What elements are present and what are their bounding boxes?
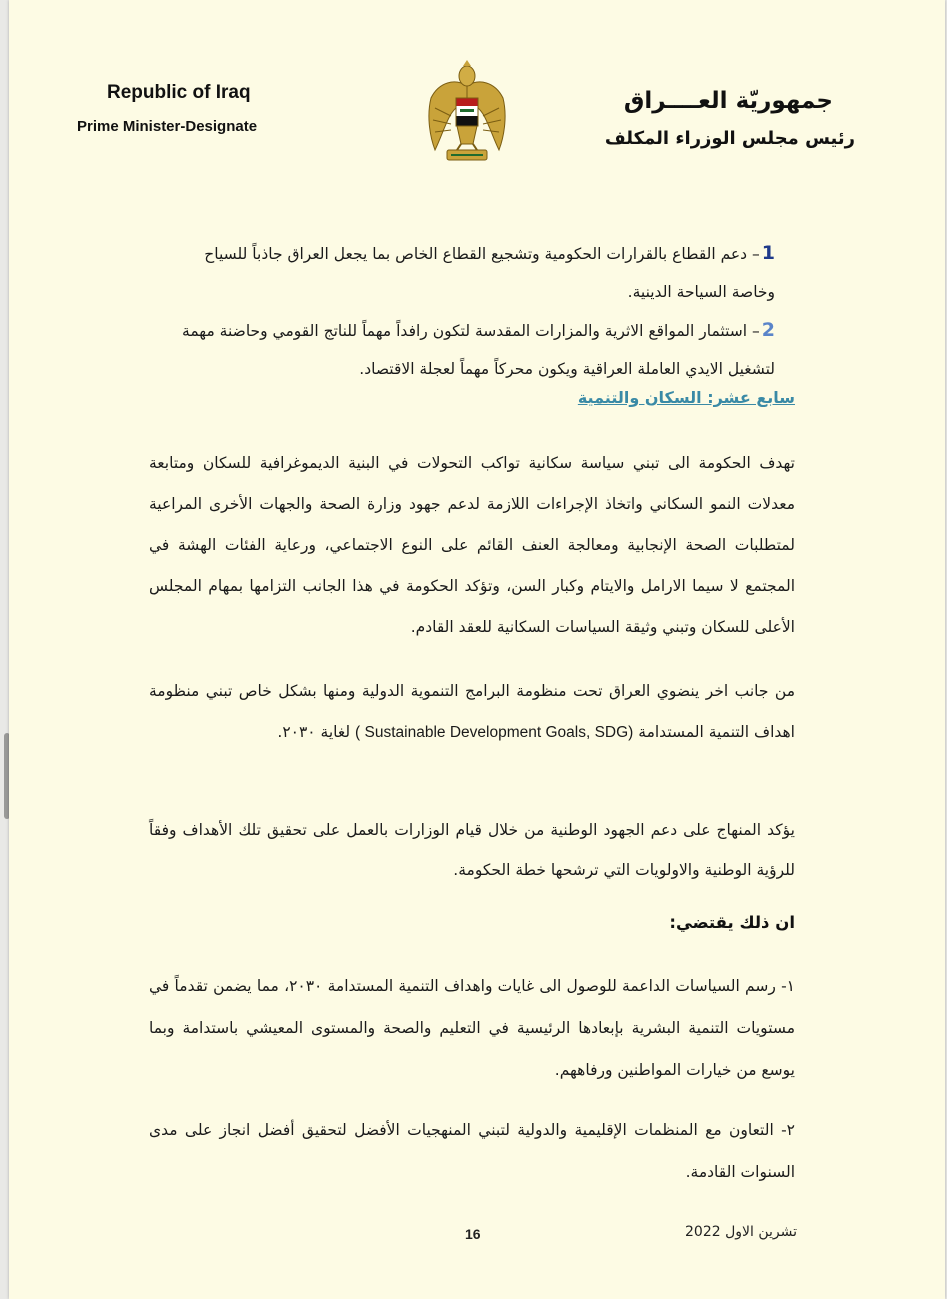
list-item-continuation: وخاصة السياحة الدينية. (627, 283, 775, 301)
page-number: 16 (465, 1226, 481, 1242)
header-en-subtitle: Prime Minister-Designate (77, 118, 258, 135)
paragraph-text: يؤكد المنهاج على دعم الجهود الوطنية من خلال قيام الوزارات بالعمل على تحقيق تلك الأهداف وفقاً للرؤية الوطنية والاولويات التي ترشحها خطة الحكومة. (149, 821, 795, 879)
paragraph-text (149, 671, 795, 753)
list-item (149, 1109, 795, 1193)
sdg-english-term: ( Sustainable Development Goals, SDG) (355, 724, 634, 741)
iraq-eagle-emblem-icon (425, 58, 509, 180)
paragraph-text-b: لغاية ٢٠٣٠. (277, 723, 351, 741)
item-number: 2 (761, 319, 775, 341)
list-item-continuation: لتشغيل الايدي العاملة العراقية ويكون محركاً مهماً لعجلة الاقتصاد. (359, 360, 775, 378)
list-item (149, 311, 775, 350)
list-item-text: ١- رسم السياسات الداعمة للوصول الى غايات واهداف التنمية المستدامة ٢٠٣٠، مما يضمن تقدماً في مستويات التنمية البشرية بإبعادها الرئيسية في التعليم والصحة والمستوى المعيشي باستدامة وبما يوسع من خيارات المواطنين ورفاههم. (149, 977, 795, 1079)
top-items-list (149, 234, 775, 388)
item-text: – دعم القطاع بالقرارات الحكومية وتشجيع القطاع الخاص بما يجعل العراق جاذباً للسياح (204, 245, 760, 263)
item-number: 1 (761, 242, 775, 264)
subheading: ان ذلك يقتضي: (669, 913, 795, 932)
header-ar-subtitle: رئيس مجلس الوزراء المكلف (604, 128, 855, 149)
footer-date: تشرين الاول 2022 (685, 1224, 798, 1240)
paragraph-population-policy (149, 443, 795, 648)
list-item (149, 234, 775, 273)
list-item-text: ٢- التعاون مع المنظمات الإقليمية والدولية لتبني المنهجيات الأفضل لتحقيق أفضل انجاز على مدى السنوات القادمة. (149, 1121, 795, 1181)
item-text: – استثمار المواقع الاثرية والمزارات المقدسة لتكون رافداً مهماً للناتج القومي وحاضنة مهمة (182, 322, 760, 340)
paragraph-text-a: من جانب اخر ينضوي العراق تحت منظومة البرامج التنموية الدولية ومنها بشكل خاص تبني منظومة اهداف التنمية المستدامة (149, 682, 795, 741)
paragraph-sdg (149, 671, 795, 753)
section-heading: سابع عشر: السكان والتنمية (577, 388, 795, 407)
paragraph-national-efforts (149, 810, 795, 890)
paragraph-text: تهدف الحكومة الى تبني سياسة سكانية تواكب التحولات في البنية الديموغرافية للسكان ومتابعة معدلات النمو السكاني واتخاذ الإجراءات اللازمة لدعم جهود وزارة الصحة والجهات الأخرى المراعية لمتطلبات الصحة الإنجابية ومعالجة العنف القائم على النوع الاجتماعي، ورعاية الفئات الهشة في المجتمع لا سيما الارامل والايتام وكبار السن، وتؤكد الحكومة في هذا الجانب التزامها بمهام المجلس الأعلى للسكان وتبني وثيقة السياسات السكانية للعقد القادم. (149, 454, 795, 636)
list-item (149, 965, 795, 1091)
header-en-title: Republic of Iraq (107, 82, 251, 103)
header-ar-title: جمهوريّة العــــراق (623, 88, 833, 114)
document-page (9, 0, 945, 1299)
